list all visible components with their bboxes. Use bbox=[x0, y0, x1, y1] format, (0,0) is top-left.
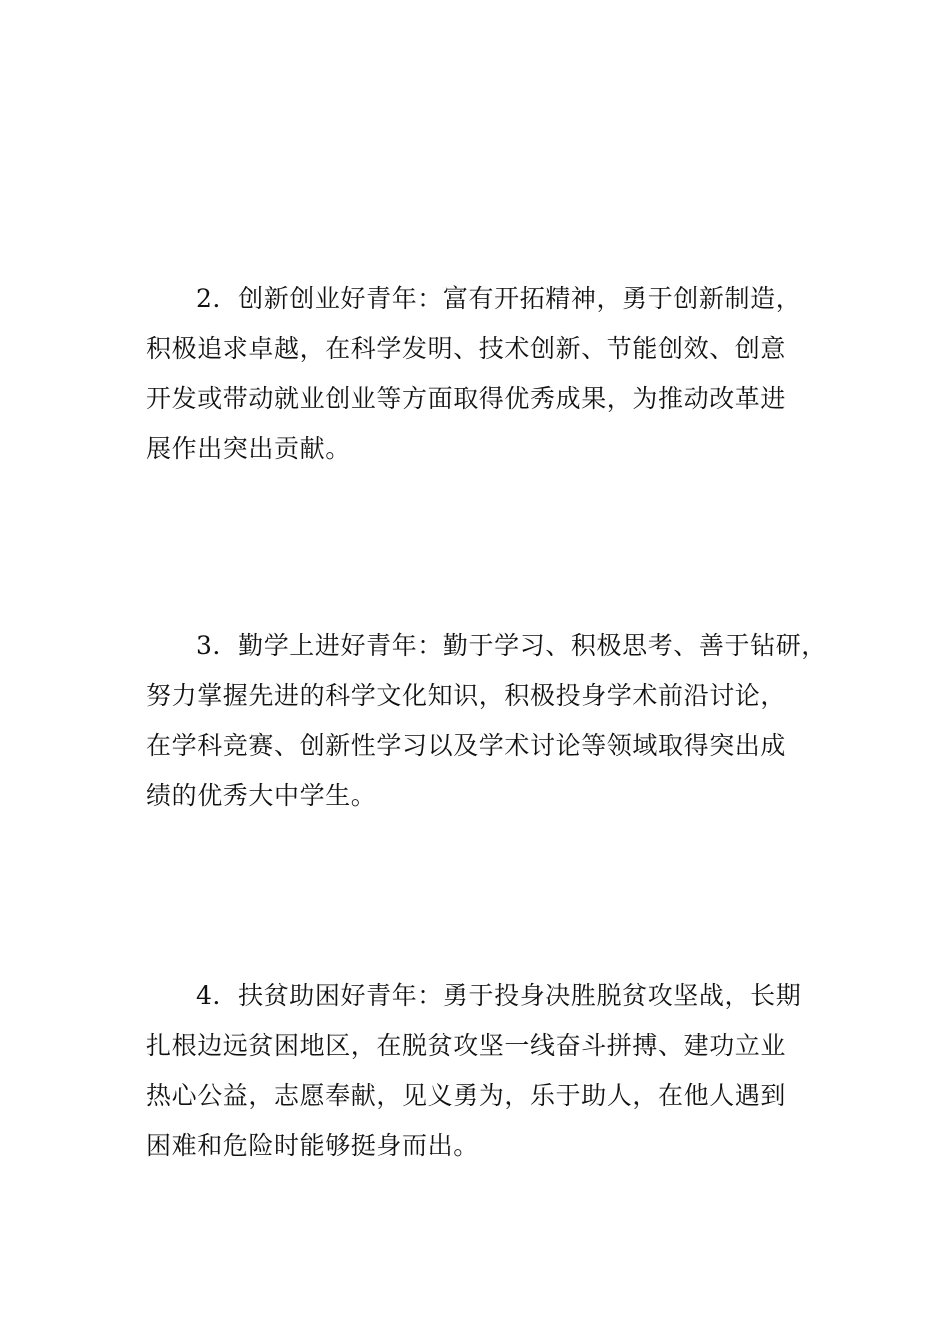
paragraph-line: 困难和危险时能够挺身而出。 bbox=[146, 1131, 479, 1160]
paragraph-line: 热心公益，志愿奉献，见义勇为，乐于助人，在他人遇到 bbox=[146, 1081, 787, 1110]
paragraph-line: 展作出突出贡献。 bbox=[146, 434, 351, 463]
paragraph-line: 扎根边远贫困地区，在脱贫攻坚一线奋斗拼搏、建功立业 bbox=[146, 1031, 787, 1060]
paragraph-diligent-study bbox=[146, 621, 827, 821]
paragraph-line: 2．创新创业好青年：富有开拓精神，勇于创新制造， bbox=[196, 284, 802, 313]
paragraph-line: 3．勤学上进好青年：勤于学习、积极思考、善于钻研， bbox=[196, 631, 827, 660]
paragraph-line: 4．扶贫助困好青年：勇于投身决胜脱贫攻坚战，长期 bbox=[196, 981, 802, 1010]
paragraph-line: 努力掌握先进的科学文化知识，积极投身学术前沿讨论， bbox=[146, 681, 787, 710]
paragraph-innovation-entrepreneurship bbox=[146, 274, 816, 474]
paragraph-line: 绩的优秀大中学生。 bbox=[146, 781, 377, 810]
paragraph-line: 在学科竞赛、创新性学习以及学术讨论等领域取得突出成 bbox=[146, 731, 787, 760]
paragraph-poverty-alleviation bbox=[146, 971, 816, 1171]
paragraph-line: 积极追求卓越，在科学发明、技术创新、节能创效、创意 bbox=[146, 334, 787, 363]
paragraph-line: 开发或带动就业创业等方面取得优秀成果，为推动改革进 bbox=[146, 384, 787, 413]
